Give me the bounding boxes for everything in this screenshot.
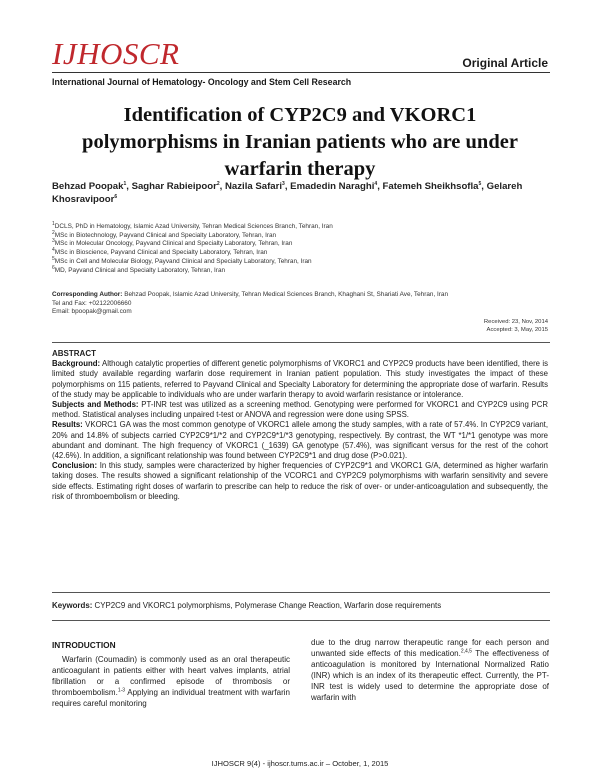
keywords-text: CYP2C9 and VKORC1 polymorphisms, Polymerase Change Reaction, Warfarin dose requirements <box>94 601 442 610</box>
keywords-divider-top <box>52 592 550 593</box>
results-text: VKORC1 GA was the most common genotype of VKORC1 allele among the study samples, with a rate of 57.4%. In CYP2C9 variant, 20% and 14.8% of subjects carried CYP2C9*1/*2 and CYP2C9*1/*3 genotyping, respectively. By contrast, the WT *1/*1 genotype was more abundant and dominant. The high frequency of VKORC1 (_1639) GA genotype (57.4%), was significant versus for the rest of the cohort (42.6%). In addition, a significant relationship was found between CYP2C9*1 and drug dose (P>0.021). <box>52 420 549 461</box>
author-name: Nazila Safari <box>224 181 283 192</box>
author-affiliation-marker: 3 <box>282 180 285 187</box>
author-name: Saghar Rabieipoor <box>131 181 217 192</box>
results-label: Results: <box>52 420 83 430</box>
intro-col2-text-b: The effectiveness of anticoagulation is monitored by International Normalized Ratio (INR) which is an index of its therapeutic effect. Currently, the PT-INR test is widely used to determine the appropriate dose of warfarin with <box>311 649 550 702</box>
article-type: Original Article <box>462 56 548 70</box>
intro-col1-text-a: Warfarin (Coumadin) is commonly used as an oral therapeutic anticoagulant in patients either with heart valves implants, atrial fibrillation or a confirmed episode of thrombosis or thromboembolism. <box>52 655 290 697</box>
affiliation-item <box>52 240 333 249</box>
methods-label: Subjects and Methods: <box>52 400 139 410</box>
abstract-heading: ABSTRACT <box>52 349 96 358</box>
introduction-heading: INTRODUCTION <box>52 640 116 650</box>
article-title: Identification of CYP2C9 and VKORC1 polymorphisms in Iranian patients who are under warfarin therapy <box>82 104 518 180</box>
abstract-conclusion <box>52 461 548 502</box>
introduction-column-2 <box>311 637 549 703</box>
affiliation-text: MSc in Bioscience, Payvand Clinical and Specialty Laboratory, Tehran, Iran <box>54 249 268 257</box>
background-label: Background: <box>52 359 101 369</box>
affiliation-number: 1 <box>52 220 55 227</box>
abstract-methods <box>52 400 548 420</box>
affiliation-list <box>52 220 333 275</box>
keywords <box>52 601 548 610</box>
citation-ref[interactable]: 1-3 <box>117 687 126 694</box>
author-affiliation-marker: 2 <box>216 180 220 187</box>
affiliation-number: 4 <box>52 246 55 253</box>
affiliation-item <box>52 264 333 276</box>
page-footer: IJHOSCR 9(4) - ijhoscr.tums.ac.ir – October, 1, 2015 <box>211 759 389 768</box>
author-name: Fatemeh Sheikhsofla <box>382 181 479 192</box>
abstract-background <box>52 359 548 400</box>
intro-col1-text-b: Applying an individual treatment with warfarin requires careful monitoring <box>52 688 290 708</box>
abstract-divider <box>52 342 550 343</box>
accepted-date: Accepted: 3, May, 2015 <box>486 327 548 333</box>
correspondence-email[interactable]: Email: bpoopak@gmail.com <box>52 308 132 316</box>
affiliation-text: MD, Payvand Clinical and Specialty Laboratory, Tehran, Iran <box>54 266 226 274</box>
background-text: Although catalytic properties of different genetic polymorphisms of VKORC1 and CYP2C9 products have been identified, there is limited study available regarding warfarin dose requirement in Iranian patient population. This study investigates the impact of these polymorphisms on 115 patients, referred to Payvand Clinical and Specialty Laboratory for determining the appropriate dose of warfarin. Results of the study may be applicable to individuals who are under warfarin therapy to avoid warfarin resistance or intolerance. <box>52 359 548 399</box>
affiliation-number: 3 <box>52 238 55 245</box>
abstract-results <box>52 420 548 461</box>
affiliation-item <box>52 255 333 267</box>
article-dates <box>484 318 548 334</box>
affiliation-text: MSc in Cell and Molecular Biology, Payvand Clinical and Specialty Laboratory, Tehran, Iran <box>54 257 312 265</box>
author-name: Gelareh Khosravipoor <box>52 181 523 205</box>
methods-text: PT-INR test was utilized as a screening method. Genotyping were performed for VKORC1 and CYP2C9 using PCR method. Statistical analyses including unpaired t-test or ANOVA and regression were done using SPSS. <box>52 400 549 420</box>
intro-col2-text-a: due to the drug narrow therapeutic range for each person and unwanted side effects of this medication. <box>311 638 549 658</box>
author-affiliation-marker: 5 <box>478 180 482 187</box>
correspondence-label: Corresponding Author: <box>52 291 123 298</box>
conclusion-label: Conclusion: <box>52 461 98 471</box>
keywords-label: Keywords: <box>52 601 93 610</box>
header-divider <box>52 72 550 73</box>
affiliation-number: 2 <box>52 229 55 236</box>
journal-logo: IJHOSCR <box>52 36 180 71</box>
author-name: Emadedin Naraghi <box>290 181 375 192</box>
author-name: Behzad Poopak <box>52 181 124 192</box>
citation-ref[interactable]: 2,4,5 <box>460 648 472 655</box>
affiliation-item <box>52 246 333 258</box>
abstract <box>52 349 548 502</box>
author-affiliation-marker: 4 <box>374 180 378 187</box>
affiliation-text: DCLS, PhD in Hematology, Islamic Azad University, Tehran Medical Sciences Branch, Tehran, Iran <box>54 223 333 230</box>
affiliation-number: 5 <box>52 255 55 262</box>
affiliation-item <box>52 220 333 232</box>
affiliation-number: 6 <box>52 264 55 271</box>
correspondence-tel: Tel and Fax: +02122006660 <box>52 299 132 307</box>
received-date: Received: 23, Nov, 2014 <box>483 319 548 325</box>
author-affiliation-marker: 6 <box>114 193 118 200</box>
affiliation-text: MSc in Molecular Oncology, Payvand Clinical and Specialty Laboratory, Tehran, Iran <box>54 240 293 248</box>
author-affiliation-marker: 1 <box>123 180 127 187</box>
conclusion-text: In this study, samples were characterized by higher frequencies of CYP2C9*1 and VKORC1 G/A, determined as higher warfarin taking doses. The results showed a significant relationship of the VCORC1 and CYP2C9 polymorphisms with warfarin sensitivity and severe side effects. Estimating right doses of warfarin to prescribe can help to reduce the risk of over- or under-anticoagulation and subsequently, the risk of thromboembolism or bleeding. <box>52 461 548 501</box>
correspondence <box>52 291 548 317</box>
introduction-column-1 <box>52 654 290 709</box>
correspondence-text: Behzad Poopak, Islamic Azad University, Tehran Medical Sciences Branch, Khaghani St, Shariati Ave, Tehran, Iran <box>124 291 449 298</box>
author-list: Behzad Poopak$^1$, Saghar Rabieipoor$^2$, Nazila Safari$^3$, Emadedin Naraghi$^4$, Fatemeh Sheikhsofla$^5$, Gelareh Khosravipoor$^6$ <box>52 180 523 205</box>
keywords-divider-bottom <box>52 620 550 621</box>
affiliation-text: MSc in Biotechnology, Payvand Clinical and Specialty Laboratory, Tehran, Iran <box>54 231 277 239</box>
journal-full-name: International Journal of Hematology- Oncology and Stem Cell Research <box>52 77 352 87</box>
